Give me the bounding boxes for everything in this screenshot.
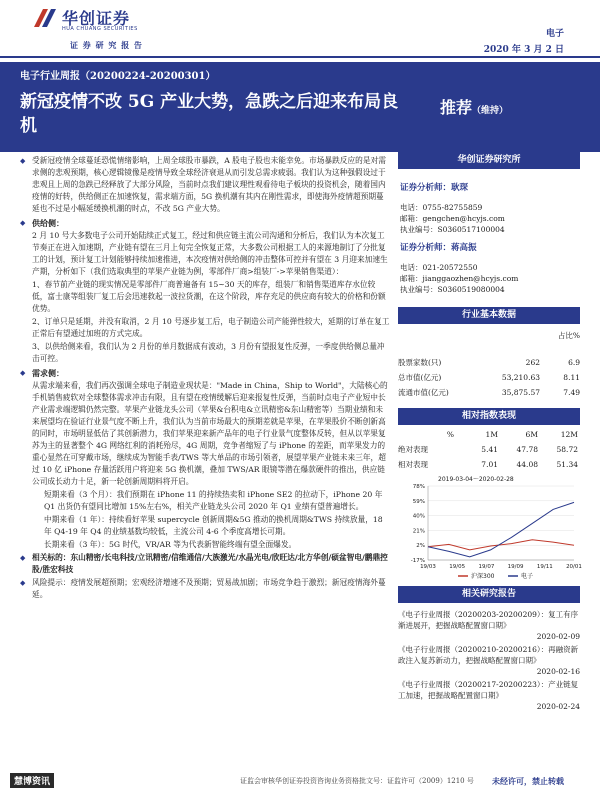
analyst-1-email: 邮箱：gengchen@hcyjs.com	[400, 214, 505, 223]
legend-label: 沪深300	[471, 573, 495, 580]
table-cell: 7.01	[481, 460, 498, 469]
table-row	[398, 427, 580, 442]
report-date: 2020-02-24	[536, 702, 580, 711]
series-line-1	[428, 540, 574, 550]
report-title: 新冠疫情不改 5G 产业大势，急跌之后迎来布局良机	[20, 92, 399, 136]
rating-note: （维持）	[472, 106, 509, 116]
targets-paragraph: ◆ 相关标的：东山精密/长电科技/立讯精密/信维通信/大族激光/水晶光电/欣旺达/北方华创/硕盆智电/鹏鼎控股/胜宏科技	[20, 552, 390, 576]
main-body	[20, 152, 390, 782]
table-cell: 35,875.57	[501, 388, 540, 397]
report-date: 2020-02-16	[536, 667, 580, 676]
supply-paragraph-2: 1、春节前产业链的现实情况是零部件厂商普遍备有 15~30 天的库存，组装厂和销售渠道库存水位较低，富士康等组装厂复工后会迅速救起一波拉货潮，在这个阶段，库存充足的供应商有较大的价格和份额优势。	[32, 280, 386, 313]
unit-label: %	[446, 430, 454, 439]
table-header-cell: 6M	[525, 430, 538, 439]
analyst-2-name: 证券分析师：蒋高振	[400, 243, 477, 253]
performance-table	[398, 425, 580, 472]
table-cell: 47.78	[516, 445, 538, 454]
analyst-1-cert: 执业编号：S0360517100004	[400, 225, 505, 234]
team-banner: 华创证券研究所	[398, 152, 580, 169]
table-cell: 7.49	[563, 388, 580, 397]
x-tick-label: 19/11	[536, 564, 553, 570]
y-tick-label: 40%	[412, 513, 425, 520]
y-tick-label: 59%	[412, 498, 425, 505]
table-cell: 51.34	[556, 460, 578, 469]
y-tick-label: 78%	[412, 484, 425, 490]
table-header-cell: 12M	[560, 430, 578, 439]
reports-banner: 相关研究报告	[398, 586, 580, 603]
y-tick-label: 21%	[412, 528, 425, 535]
table-cell: 股票家数(只)	[398, 358, 442, 367]
list-item[interactable]	[398, 644, 580, 677]
report-link[interactable]: 《电子行业周报（20200210-20200216）：再融资新政注入复苏新动力，把握战略配置窗口期》	[398, 645, 579, 665]
table-cell: 53,210.63	[501, 373, 540, 382]
demand-heading: ◆ 需求侧：	[20, 367, 390, 379]
table-cell: 总市值(亿元)	[398, 373, 442, 382]
long-term-paragraph: 长期来看（3 年）：5G 时代，VR/AR 等为代表新智能终端有望全面爆发。	[44, 540, 297, 549]
rating-value: 推荐	[440, 98, 473, 117]
list-item[interactable]	[398, 679, 580, 712]
performance-chart-svg	[398, 472, 580, 582]
basic-data-table	[398, 324, 580, 400]
x-tick-label: 19/03	[420, 564, 436, 570]
basic-data-banner: 行业基本数据	[398, 307, 580, 324]
sector-label: 电子	[545, 29, 564, 39]
performance-banner: 相对指数表现	[398, 408, 580, 425]
watermark-label: 慧博资讯	[10, 773, 54, 788]
table-header-cell: 占比%	[557, 331, 580, 340]
analyst-2-phone: 电话：021-20572550	[400, 263, 478, 272]
analyst-2-cert: 执业编号：S0360519080004	[400, 285, 505, 294]
header-divider	[0, 56, 600, 58]
huachuang-logo-icon	[34, 9, 58, 27]
report-date: 2020-02-09	[536, 632, 580, 641]
page-footer	[0, 770, 600, 800]
reports-list	[398, 603, 580, 712]
table-cell: 5.41	[481, 445, 498, 454]
supply-heading: ◆ 供给侧：	[20, 217, 390, 229]
table-cell: 流通市值(亿元)	[398, 388, 449, 397]
table-cell: 8.11	[563, 373, 580, 382]
y-tick-label: -17%	[410, 558, 425, 564]
table-cell: 相对表现	[398, 460, 428, 469]
license-note: 证监会审核华创证券投资咨询业务资格批文号：证监许可（2009）1210 号	[240, 777, 474, 785]
logo-english: HUA CHUANG SECURITIES	[62, 26, 138, 32]
report-link[interactable]: 《电子行业周报（20200217-20200223）：产业链复工加速，把握战略配置窗口期》	[398, 680, 579, 700]
logo-subtitle: 证 券 研 究 报 告	[70, 40, 143, 50]
table-row	[398, 355, 580, 370]
x-tick-label: 19/07	[478, 564, 495, 570]
table-cell: 44.08	[516, 460, 538, 469]
copyright-note: 未经许可，禁止转载	[492, 776, 564, 786]
report-date: 2020 年 3 月 2 日	[483, 45, 564, 55]
supply-paragraph-3: 2、订单只是延期，并没有取消，2 月 10 号逐步复工后，电子制造公司产能弹性较大，延期的订单在复工正常后有望通过加班的方式完成。	[32, 317, 390, 338]
short-term-paragraph: 短期来看（3 个月）：我们预期在 iPhone 11 的持续热卖和 iPhone SE2 的拉动下，iPhone 20 年 Q1 出货仍有望同比增加 15%左右%，相关产业链龙头公司 2020 年 Q1 业绩有望普遍增长。	[44, 490, 383, 511]
analyst-1-name: 证券分析师：耿琛	[400, 183, 469, 193]
x-tick-label: 20/01	[566, 564, 582, 570]
x-tick-label: 19/05	[449, 564, 466, 570]
sidebar	[398, 152, 580, 714]
intro-paragraph: ◆ 受新冠疫情全球蔓延恐慌情绪影响，上周全球股市暴跌，A 股电子股也未能幸免。市场暴跌反应的是对需求侧的悲观预期，核心逻辑镜像是疫情导致全球经济衰退从而引发总需求疲弱。我们认为这种强假设过于悲观且上周的急跌已经释放了大部分风险，当前时点我们建议理性观看待电子板块的投资机会，随着国内疫情的好转，供给侧正在加速恢复，需求端方面，5G 换机潮有其内在刚性需求，即使海外疫情超预期蔓延也不过是小幅延缓换机潮的时点，不改 5G 产业大势。	[20, 155, 390, 215]
chart-range-label: 2019-03-04～2020-02-28	[438, 476, 514, 483]
logo-text: 华创证券	[62, 9, 131, 28]
table-cell: 262	[525, 358, 540, 367]
table-cell: 6.9	[568, 358, 580, 367]
y-tick-label: 2%	[416, 543, 425, 550]
performance-chart	[398, 472, 580, 582]
report-header	[0, 0, 600, 60]
legend-label: 电子	[521, 573, 534, 580]
risk-paragraph: ◆ 风险提示：疫情发展超预期；宏观经济增速不及预期；贸易战加剧；市场竞争趋于激烈；新冠疫情海外蔓延。	[20, 577, 390, 601]
table-row	[398, 385, 580, 400]
table-row	[398, 442, 580, 457]
table-row	[398, 370, 580, 385]
table-row	[398, 457, 580, 472]
table-header-row	[398, 328, 580, 343]
analyst-2-email: 邮箱：jianggaozhen@hcyjs.com	[400, 274, 519, 283]
analyst-block	[398, 169, 580, 295]
supply-paragraph-1: 2 月 10 号大多数电子公司开始陆续正式复工，经过和供应链主流公司沟通和分析后，我们认为本次复工节奏正在进入加速期，产业链有望在三月上旬完全恢复正常，大多数公司根据工人的来源地制订了分批复工的计划，预计复工计划能够持续加速推进，本次疫情对供给侧的冲击整体可控并有望在 3 月迎来加速生产期，分析如下（我们选取典型的苹果产业链为例，零部件厂商>组装厂->苹果销售渠道）：	[32, 231, 388, 276]
rating	[440, 95, 508, 118]
table-cell: 绝对表现	[398, 445, 428, 454]
list-item[interactable]	[398, 609, 580, 642]
demand-paragraph: 从需求端来看，我们再次强调全球电子制造业现状是："Made in China，Ship to World"，大陆核心的手机销售疲软对全球整体需求冲击有限，且有望在疫情缓解后迎来报复性反弹，当前时点电子产业短中长产业需求端逻辑仍然完整。苹果产业链龙头公司（苹果&台积电&立讯精密&东山精密等）当期业绩和未来展望均在验证行业景气度不断上升，我们认为当前市场最大的预期差就是苹果，在苹果股价不断创新高的同时，市场明显低估了其创新潜力，我们苹果迎来新产品年的电子行业景气度整体反转，但从以苹果复苏为主的显著整个 4G 网络红利的消耗殆尽，4G 周期，竞争者缩短了与 iPhone 的差距，而苹果发力的重心显然在可穿戴市场，继续成为智能手表/TWS 等大单品的市场引领者，展望苹果产业链未来三年，超过 10 亿 iPhone 存量活跃用户将迎来 5G 换机潮，叠加 TWS/AR 眼镜等潜在爆款硬件的推出，供应链公司成长动力十足，新一轮创新周期料将开启。	[32, 381, 388, 486]
mid-term-paragraph: 中期来看（1 年）：持续看好苹果 supercycle 创新周期&5G 推动的换机周期&TWS 持续放量，18 年 Q4-19 年 Q4 的业绩基数均较低，主流公司 4-6 个季度高增长可期。	[44, 515, 383, 536]
analyst-1-phone: 电话：0755-82755859	[400, 203, 483, 212]
x-tick-label: 19/09	[507, 564, 524, 570]
report-link[interactable]: 《电子行业周报（20200203-20200209）：复工有序渐进展开，把握战略配置窗口期》	[398, 610, 579, 630]
report-tag: 电子行业周报（20200224-20200301）	[20, 71, 216, 82]
series-line-2	[428, 502, 574, 557]
table-cell: 58.72	[556, 445, 578, 454]
table-header-cell: 1M	[485, 430, 498, 439]
title-band	[0, 62, 600, 152]
supply-paragraph-4: 3、以供给侧来看，我们认为 2 月份的单月数据成有波动，3 月份有望报复性反弹，一季度供给侧总量冲击可控。	[32, 342, 385, 363]
